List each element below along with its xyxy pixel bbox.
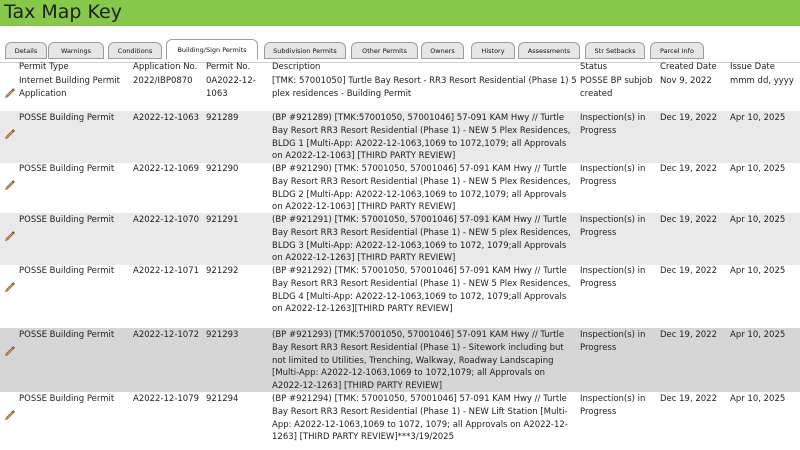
pencil-icon[interactable] — [4, 406, 16, 418]
pencil-icon[interactable] — [4, 84, 16, 96]
permit-type-cell: POSSE Building Permit — [19, 113, 115, 123]
application-no-cell: A2022-12-1063 — [133, 113, 200, 123]
description-cell: [TMK: 57001050] Turtle Bay Resort - RR3 Resort Residential (Phase 1) 5 plex residences - Building Permit — [272, 76, 577, 99]
permit-no-cell: 0A2022-12-1063 — [206, 76, 256, 99]
pencil-icon[interactable] — [4, 342, 16, 354]
created-date-cell: Dec 19, 2022 — [660, 215, 718, 225]
issue-date-cell: Apr 10, 2025 — [730, 164, 786, 174]
permit-no-cell: 921289 — [206, 113, 239, 123]
created-date-cell: Dec 19, 2022 — [660, 164, 718, 174]
col-header-created-date[interactable]: Created Date — [660, 62, 717, 72]
permit-no-cell: 921291 — [206, 215, 239, 225]
tab-details[interactable]: Details — [5, 42, 47, 59]
table-row[interactable] — [0, 213, 800, 265]
permit-type-cell: POSSE Building Permit — [19, 266, 115, 276]
status-cell: Inspection(s) in Progress — [580, 266, 646, 289]
permit-no-cell: 921290 — [206, 164, 239, 174]
pencil-icon[interactable] — [4, 278, 16, 290]
issue-date-cell: Apr 10, 2025 — [730, 215, 786, 225]
status-cell: Inspection(s) in Progress — [580, 330, 646, 353]
tab-subdivision-permits[interactable]: Subdivision Permits — [264, 42, 346, 59]
tab-warnings[interactable]: Warnings — [48, 42, 104, 59]
description-cell: (BP #921291) [TMK: 57001050, 57001046] 57-091 KAM Hwy // Turtle Bay Resort RR3 Resort Residential (Phase 1) - NEW 5 plex Residences, BLDG 3 [Multi-App: A2022-12-1063,1069 to 1072, 1079;all Approvals on A2022-12-1263] [THIRD PARTY REVIEW] — [272, 215, 571, 264]
created-date-cell: Dec 19, 2022 — [660, 394, 718, 404]
created-date-cell: Dec 19, 2022 — [660, 330, 718, 340]
status-cell: Inspection(s) in Progress — [580, 394, 646, 417]
application-no-cell: A2022-12-1071 — [133, 266, 200, 276]
table-row[interactable] — [0, 264, 800, 328]
tab-assessments[interactable]: Assessments — [518, 42, 580, 59]
issue-date-cell: Apr 10, 2025 — [730, 113, 786, 123]
created-date-cell: Dec 19, 2022 — [660, 266, 718, 276]
tab-conditions[interactable]: Conditions — [108, 42, 162, 59]
description-cell: (BP #921294) [TMK: 57001050, 57001046] 57-091 KAM Hwy // Turtle Bay Resort RR3 Resort Residential (Phase 1) - NEW Lift Station [Multi-App: A2022-12-1063,1069 to 1072, 1079; all Approvals on A2022-12-1263] [THIRD PARTY REVIEW]***3/19/2025 — [272, 394, 568, 443]
application-no-cell: A2022-12-1079 — [133, 394, 200, 404]
col-header-permit-type[interactable]: Permit Type — [19, 62, 69, 72]
status-cell: Inspection(s) in Progress — [580, 113, 646, 136]
page-title: Tax Map Key — [4, 1, 122, 23]
col-header-description[interactable]: Description — [272, 62, 321, 72]
app-header — [0, 0, 800, 26]
permit-no-cell: 921292 — [206, 266, 239, 276]
description-cell: (BP #921289) [TMK:57001050, 57001046] 57-091 KAM Hwy // Turtle Bay Resort RR3 Resort Residential (Phase 1) - NEW 5 Plex Residences, BLDG 1 [Multi-App: A2022-12-1063,1069 to 1072,1079; all Approvals on A2022-12-1063] [THIRD PARTY REVIEW] — [272, 113, 571, 162]
status-cell: Inspection(s) in Progress — [580, 164, 646, 187]
pencil-icon[interactable] — [4, 227, 16, 239]
permit-type-cell: Internet Building Permit Application — [19, 76, 121, 99]
issue-date-cell: Apr 10, 2025 — [730, 394, 786, 404]
col-header-issue-date[interactable]: Issue Date — [730, 62, 775, 72]
table-row[interactable] — [0, 111, 800, 163]
tab-building-sign-permits[interactable]: Building/Sign Permits — [166, 39, 258, 60]
pencil-icon[interactable] — [4, 176, 16, 188]
tab-other-permits[interactable]: Other Permits — [351, 42, 418, 59]
table-row[interactable] — [0, 162, 800, 214]
permit-type-cell: POSSE Building Permit — [19, 394, 115, 404]
application-no-cell: A2022-12-1072 — [133, 330, 200, 340]
status-cell: Inspection(s) in Progress — [580, 215, 646, 238]
table-row[interactable] — [0, 328, 800, 392]
created-date-cell: Dec 19, 2022 — [660, 113, 718, 123]
tab-history[interactable]: History — [471, 42, 515, 59]
col-header-status[interactable]: Status — [580, 62, 608, 72]
col-header-application-no[interactable]: Application No. — [133, 62, 198, 72]
tab-owners[interactable]: Owners — [421, 42, 464, 59]
tab-str-setbacks[interactable]: Str Setbacks — [585, 42, 645, 59]
application-no-cell: A2022-12-1070 — [133, 215, 200, 225]
tab-bar — [0, 26, 800, 63]
permit-type-cell: POSSE Building Permit — [19, 215, 115, 225]
permit-type-cell: POSSE Building Permit — [19, 330, 115, 340]
pencil-icon[interactable] — [4, 125, 16, 137]
application-no-cell: A2022-12-1069 — [133, 164, 200, 174]
permit-type-cell: POSSE Building Permit — [19, 164, 115, 174]
col-header-permit-no[interactable]: Permit No. — [206, 62, 251, 72]
description-cell: (BP #921293) [TMK:57001050, 57001046] 57-091 KAM Hwy // Turtle Bay Resort RR3 Resort Residential (Phase 1) - Sitework including but not limited to Utilities, Trenching, Walkway, Roadway Landscaping [Multi-App: A2022-12-1063,1069 to 1072,1079; all Approvals on A2022-12-1263] [THIRD PARTY REVIEW] — [272, 330, 565, 392]
description-cell: (BP #921290) [TMK: 57001050, 57001046] 57-091 KAM Hwy // Turtle Bay Resort RR3 Resort Residential (Phase 1) - NEW 5 Plex Residences, BLDG 2 [Multi-App: A2022-12-1063,1069 to 1072,1079; all Approvals on A2022-12-1063] [THIRD PARTY REVIEW] — [272, 164, 571, 213]
issue-date-cell: Apr 10, 2025 — [730, 266, 786, 276]
status-cell: POSSE BP subjob created — [580, 76, 653, 99]
table-row[interactable] — [0, 74, 800, 100]
permit-no-cell: 921294 — [206, 394, 239, 404]
table-row[interactable] — [0, 392, 800, 444]
description-cell: (BP #921292) [TMK: 57001050, 57001046] 57-091 KAM Hwy // Turtle Bay Resort RR3 Resort Residential (Phase 1) - NEW 5 Plex Residences, BLDG 4 [Multi-App: A2022-12-1063,1069 to 1072, 1079;all Approvals on A2022-12-1263][THIRD PARTY REVIEW] — [272, 266, 571, 315]
tab-parcel-info[interactable]: Parcel Info — [650, 42, 704, 59]
issue-date-cell: mmm dd, yyyy — [730, 76, 794, 86]
created-date-cell: Nov 9, 2022 — [660, 76, 712, 86]
application-no-cell: 2022/IBP0870 — [133, 76, 193, 86]
permit-no-cell: 921293 — [206, 330, 239, 340]
issue-date-cell: Apr 10, 2025 — [730, 330, 786, 340]
